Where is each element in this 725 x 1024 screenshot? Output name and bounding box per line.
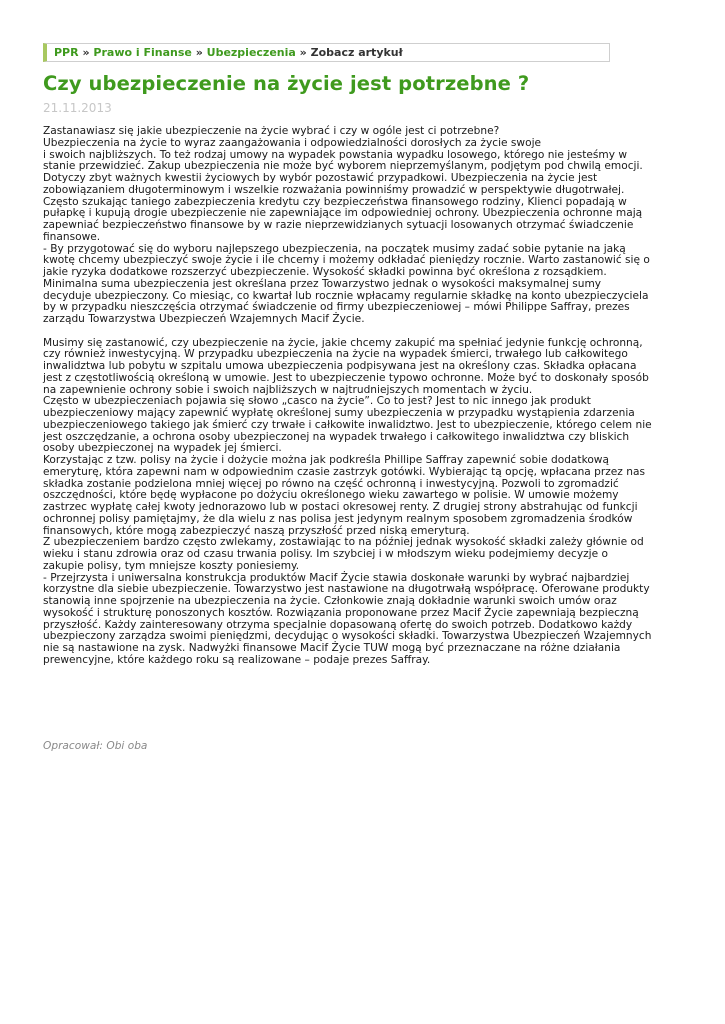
article-text-line: i swoich najbliższych. To też rodzaj umowy na wypadek powstania wypadku losowego, którego nie jesteśmy w xyxy=(43,148,628,161)
breadcrumb-separator: » xyxy=(82,46,90,59)
article-text-line: stanie przewidzieć. Zakup ubezpieczenia nie może być wyborem nieprzemyślanym, podjętym pod chwilą emocji. xyxy=(43,160,643,173)
paragraph-gap xyxy=(43,326,683,338)
article-text-line: zastrzec wypłatę całej kwoty jednorazowo lub w postaci okresowej renty. Z drugiej strony abstrahując od funkcji xyxy=(43,501,638,513)
article-text-line: pułapkę i kupują drogie ubezpieczenie nie zapewniające im odpowiedniej ochrony. Ubezpieczenia ochronne mają xyxy=(43,207,643,220)
article-text-line: ubezpieczeniowego takiego jak śmierć czy trwałe i całkowite inwalidztwo. Jest to ubezpieczenie, którego celem nie xyxy=(43,418,652,431)
breadcrumb-separator: » xyxy=(195,46,203,59)
article-text-line: przyszłość. Każdy zainteresowany otrzyma specjalnie dopasowaną ofertę do swoich potrzeb. Dodatkowo każdy xyxy=(43,618,633,631)
article-text-line: zobowiązaniem długoterminowym i wszelkie rozważania powinniśmy prowadzić w perspektywie długotrwałej. xyxy=(43,183,625,196)
article-text-line: zakupie polisy, tym mniejsze koszty poniesiemy. xyxy=(43,559,300,572)
article-text-line: zarządu Towarzystwa Ubezpieczeń Wzajemnych Macif Życie. xyxy=(43,313,365,325)
article-paragraph xyxy=(43,338,683,667)
article-text-line: ubezpieczony zarządza swoimi pieniędzmi, decydując o wysokości składki. Towarzystwa Ubezpieczeń Wzajemnych xyxy=(43,630,652,643)
article-text-line: wieku i stanu zdrowia oraz od czasu trwania polisy. Im szybciej i w młodszym wieku podejmiemy decyzje o xyxy=(43,548,608,560)
article-text-line: - Przejrzysta i uniwersalna konstrukcja produktów Macif Życie stawia doskonałe warunki by wybrać najbardziej xyxy=(43,571,630,584)
article-text-line: Z ubezpieczeniem bardzo często zwlekamy, zostawiając to na później jednak wysokość składki zależy głównie od xyxy=(43,536,644,549)
breadcrumb-separator: » xyxy=(299,46,307,59)
breadcrumb xyxy=(43,43,610,62)
article-text-line: stanowią inne spojrzenie na ubezpieczenia na życie. Członkowie znają dokładnie warunki swoich umów oraz xyxy=(43,595,617,607)
article-text-line: na zapewnienie ochrony sobie i swoich najbliższych w najtrudniejszych momentach w życiu. xyxy=(43,383,533,396)
article-text-line: Dotyczy zbyt ważnych kwestii życiowych by wybór pozostawić przypadkowi. Ubezpieczenia na życie jest xyxy=(43,172,598,184)
article-text-line: jest oszczędzanie, a ochrona osoby ubezpieczonej na wypadek trwałego i całkowitego inwalidztwa czy bliskich xyxy=(43,430,630,443)
article-text-line: inwalidztwa lub pobytu w szpitalu umowa ubezpieczenia podpisywana jest na określony czas. Składka opłacana xyxy=(43,360,637,372)
article-text-line: oszczędności, które będę wypłacone po dożyciu określonego wieku zawartego w polisie. W umowie możemy xyxy=(43,489,619,502)
article-text-line: emeryturę, która zapewni nam w odpowiednim czasie zastrzyk gotówki. Wybierając tą opcję, wpłacana przez nas xyxy=(43,465,645,478)
article-text-line: Zastanawiasz się jakie ubezpieczenie na życie wybrać i czy w ogóle jest ci potrzebne? xyxy=(43,125,500,137)
article-body xyxy=(43,126,683,667)
article-text-line: - By przygotować się do wyboru najlepszego ubezpieczenia, na początek musimy zadać sobie pytanie na jaką xyxy=(43,242,626,255)
article-text-line: ubezpieczeniowy mający zapewnić wypłatę określonej sumy ubezpieczenia w przypadku wystąpienia zdarzenia xyxy=(43,407,635,419)
article-date: 21.11.2013 xyxy=(43,101,112,115)
article-text-line: korzystne dla siebie ubezpieczenie. Towarzystwo jest nastawione na długotrwałą współpracę. Oferowane produkty xyxy=(43,583,650,596)
article-text-line: Często w ubezpieczeniach pojawia się słowo „casco na życie”. Co to jest? Jest to nic innego jak produkt xyxy=(43,395,591,408)
article-text-line: Korzystając z tzw. polisy na życie i dożycie można jak podkreśla Phillipe Saffray zapewnić sobie dodatkową xyxy=(43,454,609,466)
article-text-line: osoby ubezpieczonej na wypadek jej śmierci. xyxy=(43,442,282,455)
breadcrumb-link-home[interactable]: PPR xyxy=(54,46,79,59)
article-text-line: Często szukając taniego zabezpieczenia kredytu czy bezpieczeństwa finansowego rodziny, Klienci popadają w xyxy=(43,195,627,208)
article-text-line: finansowych, które mogą zabezpieczyć naszą przyszłość przed niską emeryturą. xyxy=(43,524,470,537)
article-text-line: Ubezpieczenia na życie to wyraz zaangażowania i odpowiedzialności dorosłych za życie swoje xyxy=(43,136,542,149)
article-text-line: ochronnej polisy pamiętajmy, że dla wielu z nas polisa jest jedynym realnym sposobem zgromadzenia środków xyxy=(43,512,633,525)
article-text-line: finansowe. xyxy=(43,230,101,243)
article-text-line: Musimy się zastanowić, czy ubezpieczenie na życie, jakie chcemy zakupić ma spełniać jedynie funkcję ochronną, xyxy=(43,336,643,349)
article-title: Czy ubezpieczenie na życie jest potrzebne ? xyxy=(43,72,530,95)
article-text-line: kwotę chcemy ubezpieczyć swoje życie i ile chcemy i możemy odkładać pieniędzy rocznie. Warto zastanowić się o xyxy=(43,254,650,267)
breadcrumb-current: Zobacz artykuł xyxy=(310,46,403,59)
article-text-line: czy również inwestycyjną. W przypadku ubezpieczenia na życie na wypadek śmierci, trwałego lub całkowitego xyxy=(43,348,628,361)
article-text-line: zapewniać bezpieczeństwo finansowe by w razie nieprzewidzianych sytuacji losowanych otrzymać świadczenie xyxy=(43,219,634,231)
article-text-line: jest z częstotliwością określoną w umowie. Jest to ubezpieczenie typowo ochronne. Może być to doskonały sposób xyxy=(43,371,649,384)
breadcrumb-link-subcategory[interactable]: Ubezpieczenia xyxy=(206,46,296,59)
article-text-line: nie są nastawione na zysk. Nadwyżki finansowe Macif Życie TUW mogą być przeznaczane na różne działania xyxy=(43,642,621,654)
article-text-line: jakie ryzyka dodatkowe rozszerzyć ubezpieczenie. Wysokość składki powinna być określona z rozsądkiem. xyxy=(43,266,607,278)
article-text-line: składka zostanie podzielona mniej więcej po równo na część ochronną i inwestycyjną. Pozwoli to zgromadzić xyxy=(43,477,619,490)
article-author: Opracował: Obi oba xyxy=(43,740,148,752)
article-text-line: prewencyjne, które każdego roku są realizowane – podaje prezes Saffray. xyxy=(43,653,431,666)
article-text-line: wysokość i strukturę ponoszonych kosztów. Rozwiązania proponowane przez Macif Życie zapewniają bezpieczną xyxy=(43,606,639,619)
article-text-line: Minimalna suma ubezpieczenia jest określana przez Towarzystwo jednak o wysokości maksymalnej sumy xyxy=(43,277,602,290)
article-text-line: decyduje ubezpieczony. Co miesiąc, co kwartał lub rocznie wpłacamy regularnie składkę na konto ubezpieczyciela xyxy=(43,289,649,302)
article-text-line: by w przypadku nieszczęścia otrzymać świadczenie od firmy ubezpieczeniowej – mówi Philippe Saffray, prezes xyxy=(43,301,630,314)
breadcrumb-link-category[interactable]: Prawo i Finanse xyxy=(93,46,192,59)
article-paragraph xyxy=(43,126,683,326)
